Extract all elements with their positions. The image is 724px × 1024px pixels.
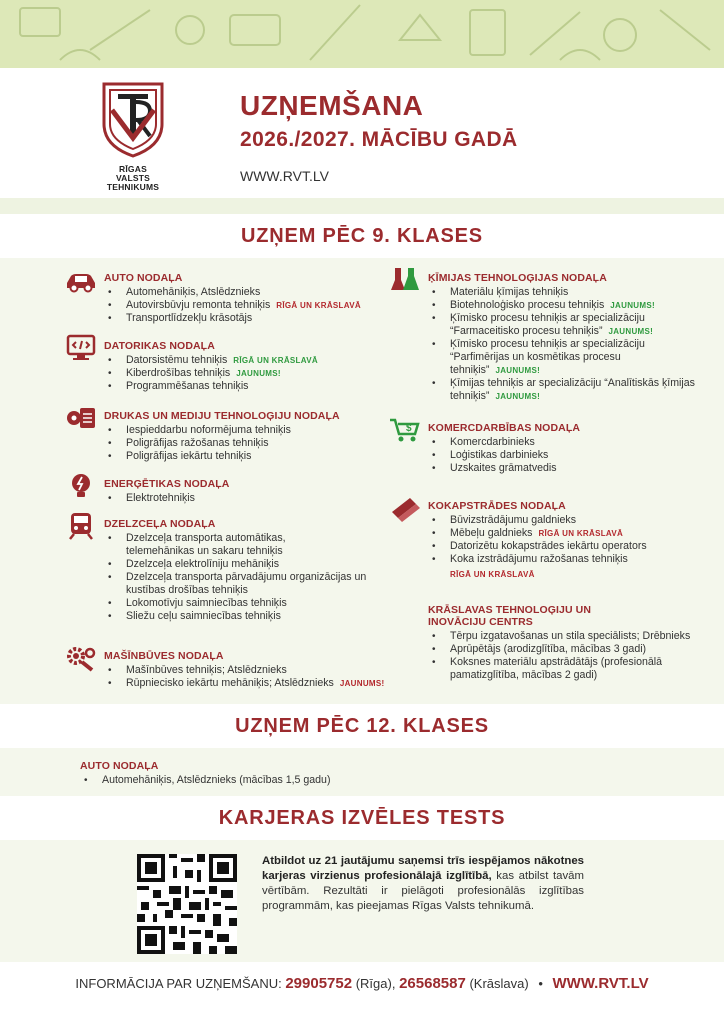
list-item	[104, 558, 404, 571]
dept-komercdarbiba	[406, 422, 698, 475]
course-name: Mēbeļu galdnieks	[450, 527, 533, 539]
list-item	[428, 449, 698, 462]
city-kraslava: (Krāslava)	[469, 976, 529, 991]
course-name: Transportlīdzekļu krāsotājs	[126, 312, 253, 324]
course-name: Mašīnbūves tehniķis; Atslēdznieks	[126, 664, 287, 676]
dept-title: KRĀSLAVAS TEHNOLOĢIJU UN INOVĀCIJU CENTRS	[428, 604, 592, 628]
phone-riga-link[interactable]: 29905752	[285, 975, 353, 992]
rvt-logo	[100, 80, 166, 190]
course-name: Elektrotehniķis	[126, 492, 195, 504]
dept-title: ĶĪMIJAS TEHNOLOĢIJAS NODAĻA	[428, 272, 607, 284]
course-list	[104, 664, 414, 690]
course-name: Poligrāfijas iekārtu tehniķis	[126, 450, 252, 462]
career-test-description	[262, 854, 584, 914]
list-item	[80, 774, 480, 787]
separator-dot: •	[538, 976, 543, 991]
dept-title: KOMERCDARBĪBAS NODAĻA	[428, 422, 581, 434]
list-item	[104, 286, 404, 299]
course-name: Programmēšanas tehniķis	[126, 380, 249, 392]
course-name: Dzelzceļa transporta pārvadājumu organizācijas un kustības drošības tehniķis	[126, 571, 367, 596]
list-item	[104, 437, 404, 450]
new-badge: JAUNUMS!	[495, 392, 541, 401]
header	[0, 68, 724, 198]
list-item	[428, 338, 698, 377]
svg-text:$: $	[406, 423, 412, 434]
logo-line-3: TEHNIKUMS	[106, 182, 160, 192]
course-name: Koksnes materiālu apstrādātājs (profesionālā pamatizglītība, mācības 2 gadi)	[450, 656, 662, 681]
dept-title: AUTO NODAĻA	[80, 760, 159, 772]
new-badge: JAUNUMS!	[495, 366, 541, 375]
list-item	[428, 527, 698, 540]
dept-masinbuve	[104, 650, 414, 690]
course-name: Būvizstrādājumu galdnieks	[450, 514, 577, 526]
monitor-code-icon	[64, 334, 98, 362]
dept-datorika	[104, 340, 404, 393]
section-12-heading: UZŅEM PĒC 12. KLASES	[0, 704, 724, 748]
dept-title: AUTO NODAĻA	[104, 272, 183, 284]
list-item	[104, 492, 404, 505]
list-item	[104, 450, 404, 463]
logo-line-1: RĪGAS	[119, 164, 147, 174]
course-name: Kiberdrošības tehniķis	[126, 367, 231, 379]
dept-dzelzcels	[104, 518, 404, 623]
phone-kraslava-link[interactable]: 26568587	[399, 975, 466, 992]
course-list	[104, 286, 404, 325]
list-item	[104, 367, 404, 380]
cart-icon	[388, 416, 422, 444]
dept-title: DATORIKAS NODAĻA	[104, 340, 215, 352]
rvt-shield-icon	[100, 80, 166, 158]
course-name: Aprūpētājs (arodizglītība, mācības 3 gadi)	[450, 643, 647, 655]
new-badge: JAUNUMS!	[339, 679, 385, 688]
course-name: Komercdarbinieks	[450, 436, 535, 448]
list-item	[428, 286, 698, 299]
course-name: Materiālu ķīmijas tehniķis	[450, 286, 569, 298]
footer-label: INFORMĀCIJA PAR UZŅEMŠANU:	[75, 976, 282, 991]
dept-title: ENERĢĒTIKAS NODAĻA	[104, 478, 230, 490]
course-name: Uzskaites grāmatvedis	[450, 462, 557, 474]
course-name: Tērpu izgatavošanas un stila speciālists; Drēbnieks	[450, 630, 691, 642]
location-badge: RĪGĀ UN KRĀSLAVĀ	[450, 570, 535, 579]
footer-url-link[interactable]: WWW.RVT.LV	[552, 975, 649, 992]
flask-icon	[388, 266, 422, 294]
course-list	[80, 774, 480, 787]
course-list	[428, 630, 708, 682]
list-item	[104, 299, 404, 312]
list-item	[428, 630, 708, 643]
dept-energetika	[104, 478, 404, 505]
location-badge: RĪGĀ UN KRĀSLAVĀ	[538, 529, 624, 538]
list-item	[428, 436, 698, 449]
gears-icon	[64, 644, 98, 672]
new-badge: JAUNUMS!	[236, 369, 281, 378]
course-name: Lokomotīvju saimniecības tehniķis	[126, 597, 287, 609]
bulb-icon	[64, 472, 98, 500]
course-list	[104, 424, 404, 463]
career-text-rest: kas atbilst tavām vērtībām. Rezultāti ir pielāgoti profesionālās izglītības programmām, kas pieejamas Rīgas Valsts tehnikumā.	[262, 870, 584, 912]
course-name: Datorsistēmu tehniķis	[126, 354, 228, 366]
dept-kokapstrade	[428, 500, 698, 581]
career-text-bold: Atbildot uz 21 jautājumu saņemsi trīs iespējamos nākotnes karjeras virzienus profesionālajā izglītībā,	[262, 855, 584, 882]
city-riga: (Rīga),	[355, 976, 396, 991]
list-item	[428, 514, 698, 527]
wood-planks-icon	[388, 494, 422, 522]
new-badge: JAUNUMS!	[608, 327, 654, 336]
course-list	[428, 286, 698, 403]
list-item	[428, 643, 708, 656]
list-item	[104, 597, 404, 610]
list-item	[104, 354, 404, 367]
list-item	[428, 656, 708, 682]
list-item	[428, 553, 698, 581]
list-item	[104, 532, 404, 558]
list-item	[428, 312, 698, 338]
dept-druka	[104, 410, 404, 463]
course-name: Sliežu ceļu saimniecības tehniķis	[126, 610, 281, 622]
list-item	[104, 610, 404, 623]
logo-line-2: VALSTS	[115, 173, 151, 183]
list-item	[104, 664, 414, 677]
list-item	[104, 424, 404, 437]
course-name: Biotehnoloģisko procesu tehniķis	[450, 299, 605, 311]
course-name: Ķīmisko procesu tehniķis ar specializāciju “Farmaceitisko procesu tehniķis”	[450, 312, 645, 337]
dept-title: DRUKAS UN MEDIJU TEHNOLOĢIJU NODAĻA	[104, 410, 340, 422]
list-item	[428, 462, 698, 475]
course-name: Ķīmijas tehniķis ar specializāciju “Analītiskās ķīmijas tehniķis”	[450, 377, 695, 402]
dept-title: DZELZCEĻA NODAĻA	[104, 518, 216, 530]
location-badge: RĪGĀ UN KRĀSLAVĀ	[233, 356, 318, 365]
list-item	[428, 540, 698, 553]
list-item	[428, 299, 698, 312]
career-test-heading: KARJERAS IZVĒLES TESTS	[0, 796, 724, 840]
section-9-panel	[0, 258, 724, 704]
header-url-link[interactable]: WWW.RVT.LV	[240, 168, 329, 184]
section-12-panel	[0, 748, 724, 796]
list-item	[104, 677, 414, 690]
page-subtitle: 2026./2027. MĀCĪBU GADĀ	[240, 128, 518, 151]
section-9-heading: UZŅEM PĒC 9. KLASES	[0, 214, 724, 258]
course-name: Iespieddarbu noformējuma tehniķis	[126, 424, 291, 436]
course-name: Automehāniķis, Atslēdznieks (mācības 1,5 gadu)	[102, 774, 331, 786]
course-list	[104, 354, 404, 393]
course-list	[428, 436, 698, 475]
course-name: Dzelzceļa elektrolīniju mehāniķis	[126, 558, 280, 570]
list-item	[104, 571, 404, 597]
dept-kimija	[428, 272, 698, 403]
dept-title: KOKAPSTRĀDES NODAĻA	[428, 500, 566, 512]
course-name: Autovirsbūvju remonta tehniķis	[126, 299, 271, 311]
car-icon	[64, 266, 98, 294]
course-name: Ķīmisko procesu tehniķis ar specializāciju “Parfimērijas un kosmētikas procesu tehniķis”	[450, 338, 645, 376]
dept-auto-12	[80, 760, 480, 787]
school-doodles-decoration	[0, 0, 724, 68]
list-item	[104, 380, 404, 393]
course-list	[104, 492, 404, 505]
dept-kraslava-centrs	[428, 604, 708, 682]
course-list	[104, 532, 404, 623]
dept-title: MAŠĪNBŪVES NODAĻA	[104, 650, 224, 662]
page-title: UZŅEMŠANA	[240, 90, 424, 121]
new-badge: JAUNUMS!	[610, 301, 655, 310]
course-name: Loģistikas darbinieks	[450, 449, 549, 461]
course-name: Dzelzceļa transporta automātikas, telemehānikas un sakaru tehniķis	[126, 532, 286, 557]
course-name: Automehāniķis, Atslēdznieks	[126, 286, 261, 298]
printer-icon	[64, 404, 98, 432]
train-icon	[64, 512, 98, 540]
dept-auto	[104, 272, 404, 325]
career-test-panel	[0, 840, 724, 962]
location-badge: RĪGĀ UN KRĀSLAVĀ	[276, 301, 361, 310]
qr-code-icon[interactable]	[137, 854, 237, 954]
course-list	[428, 514, 698, 581]
course-name: Koka izstrādājumu ražošanas tehniķis	[450, 553, 628, 565]
list-item	[104, 312, 404, 325]
course-name: Datorizētu kokapstrādes iekārtu operators	[450, 540, 647, 552]
course-name: Rūpnieciskо iekārtu mehāniķis; Atslēdznieks	[126, 677, 334, 689]
footer-contact	[0, 962, 724, 1024]
course-name: Poligrāfijas ražošanas tehniķis	[126, 437, 269, 449]
logo-text	[100, 165, 166, 192]
top-doodle-band	[0, 0, 724, 68]
list-item	[428, 377, 698, 403]
